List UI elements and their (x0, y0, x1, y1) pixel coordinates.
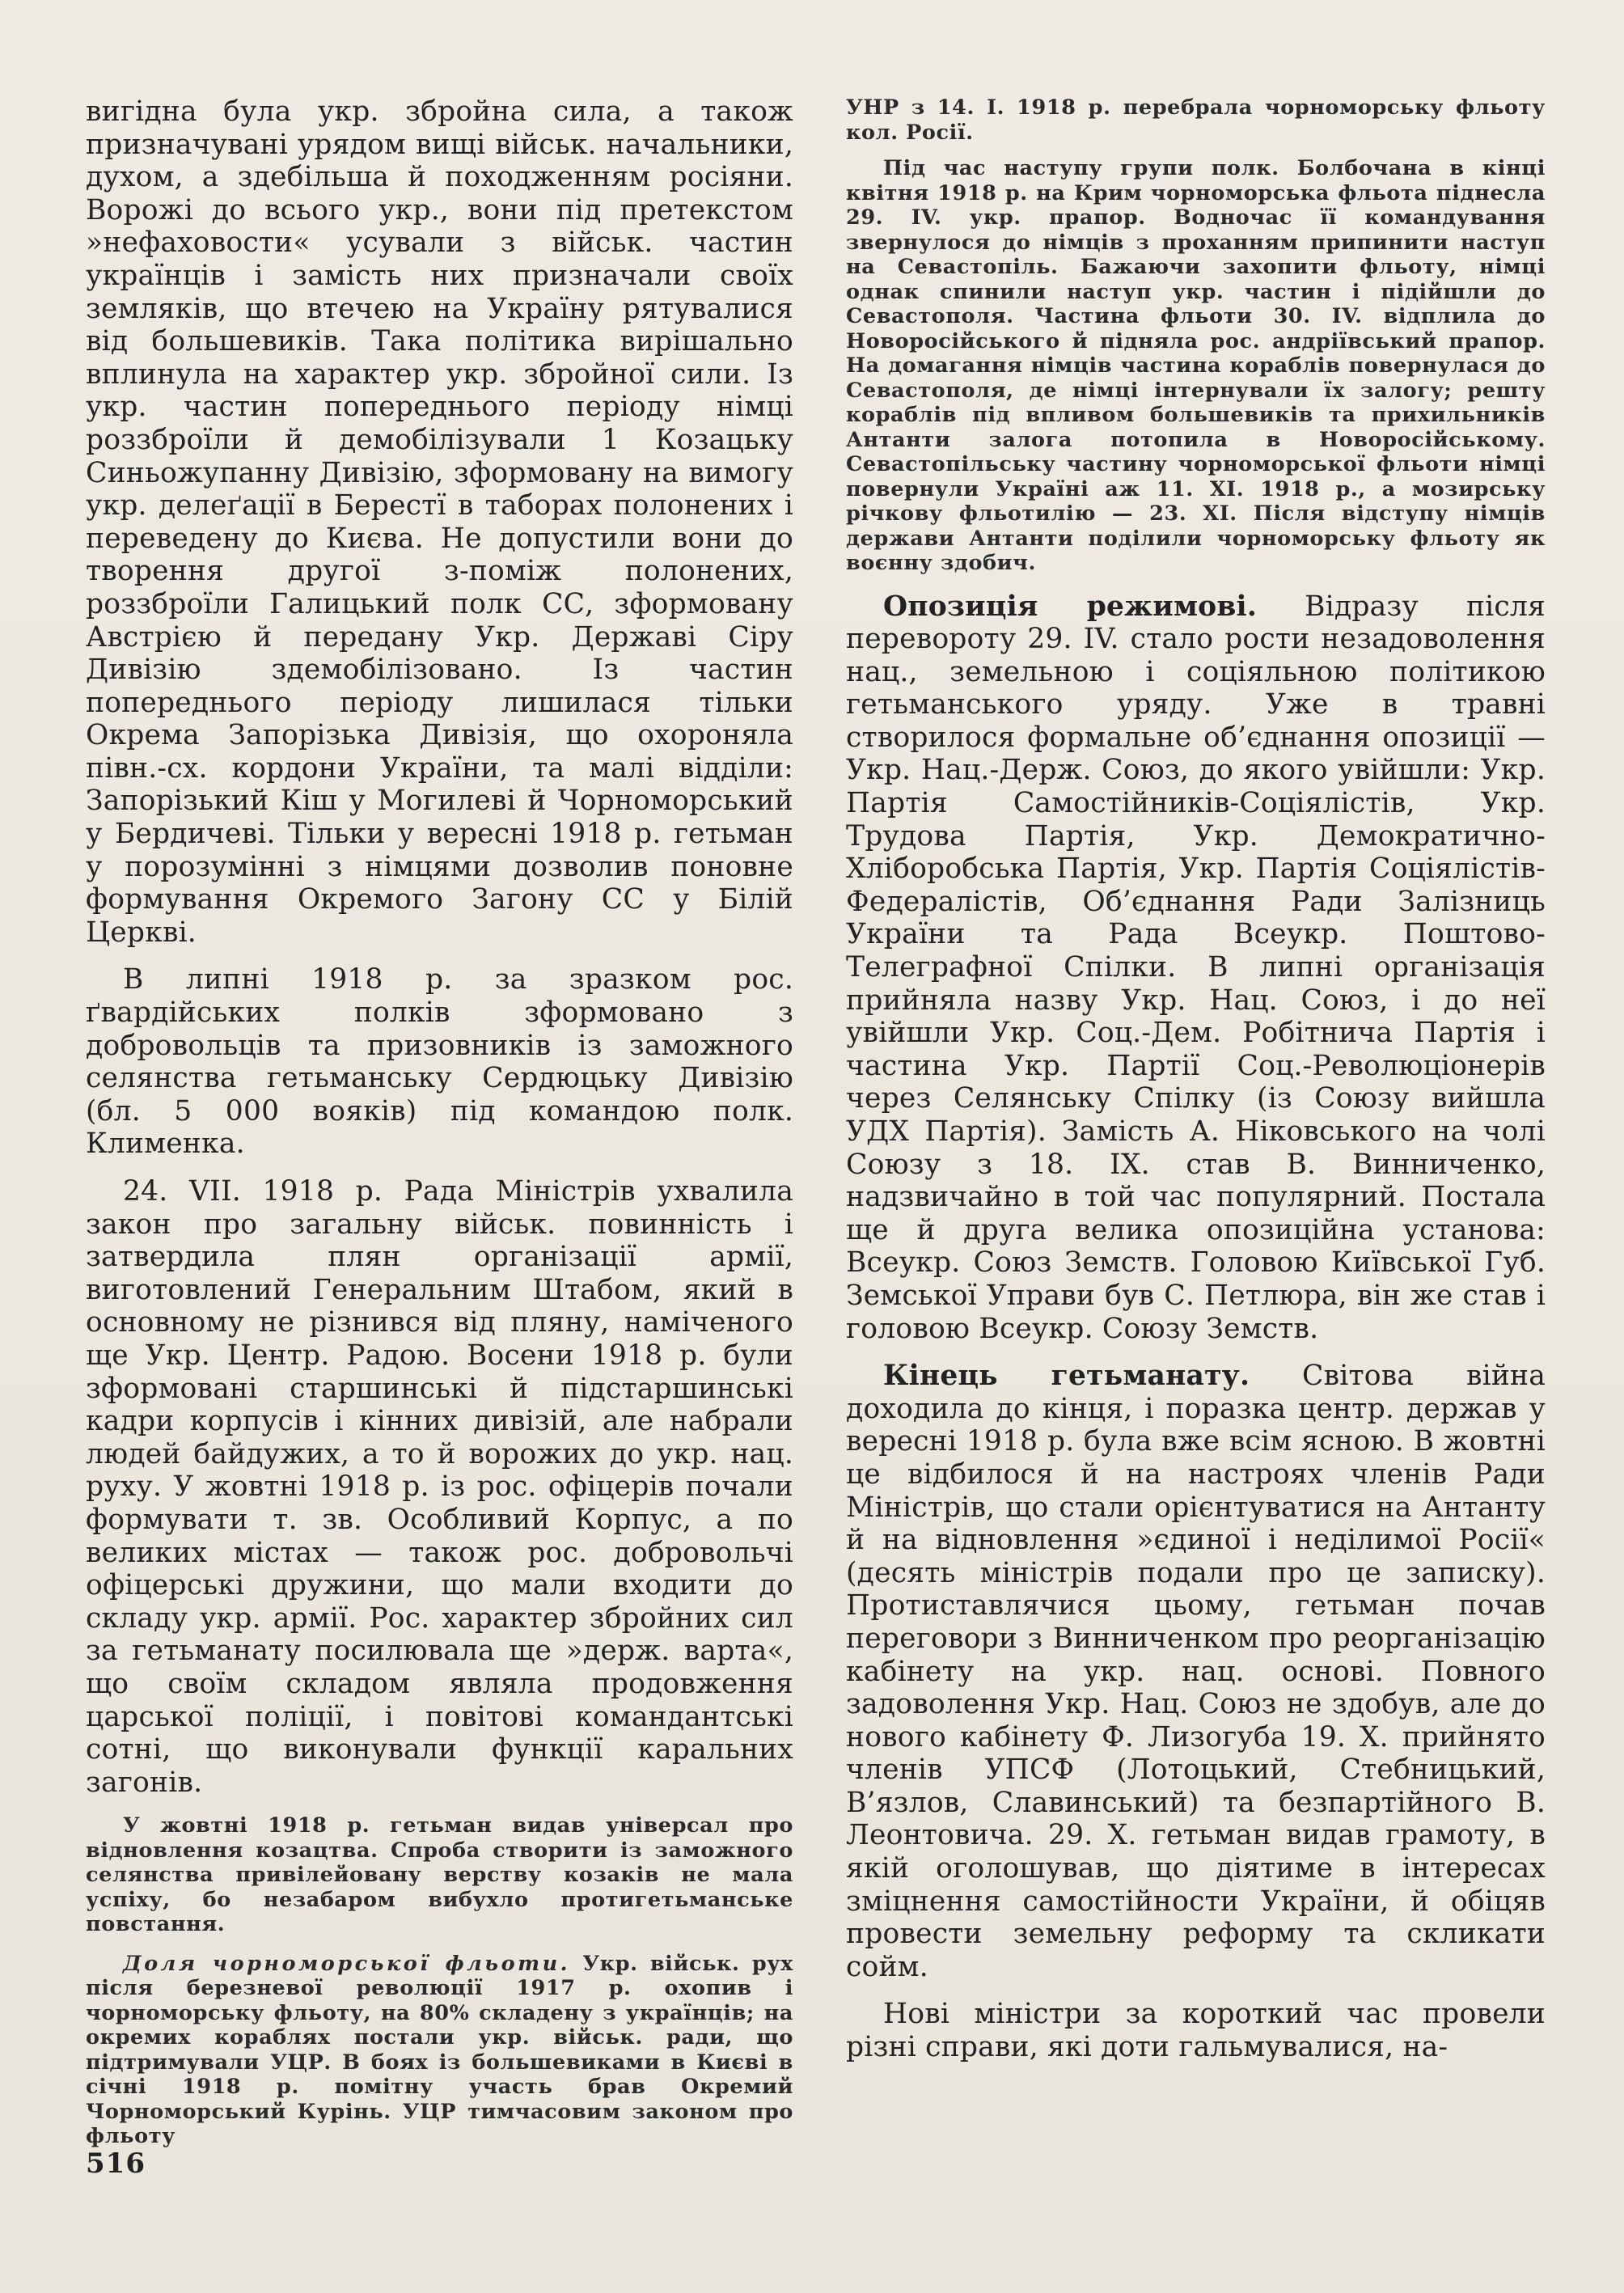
paragraph-small: УНР з 14. І. 1918 р. перебрала чорноморську фльоту кол. Росії. (846, 95, 1546, 145)
paragraph: В липні 1918 р. за зразком рос. ґвардійських полків зформовано з добровольців та призовників із заможного селянства гетьманську Сердюцьку Дивізію (бл. 5 000 вояків) під командою полк. Клименка. (86, 963, 793, 1161)
page-number: 516 (86, 2147, 146, 2180)
paragraph-text: Відразу після перевороту 29. IV. стало рости незадоволення нац., земельною і соціяльною політикою гетьманського уряду. Уже в травні створилося формальне об’єднання опозиції — Укр. Нац.-Держ. Союз, до якого увійшли: Укр. Партія Самостійників-Соціялістів, Укр. Трудова Партія, Укр. Демократично-Хліборобська Партія, Укр. Партія Соціялістів-Федералістів, Об’єднання Ради Залізниць України та Рада Всеукр. Поштово-Телеграфної Спілки. В липні організація прийняла назву Укр. Нац. Союз, і до неї увійшли Укр. Соц.-Дем. Робітнича Партія і частина Укр. Партії Соц.-Революціонерів через Селянську Спілку (із Союзу вийшла УДХ Партія). Замість А. Ніковського на чолі Союзу з 18. IX. став В. Винниченко, надзвичайно в той час популярний. Постала ще й друга велика опозиційна установа: Всеукр. Союз Земств. Головою Київської Губ. Земської Управи був С. Петлюра, він же став і головою Всеукр. Союзу Земств. (846, 590, 1546, 1345)
paragraph: 24. VII. 1918 р. Рада Міністрів ухвалила закон про загальну військ. повинність і затвердила плян організації армії, виготовлений Генеральним Штабом, який в основному не різнився від пляну, наміченого ще Укр. Центр. Радою. Восени 1918 р. були зформовані старшинські й підстаршинські кадри корпусів і кінних дивізій, але набрали людей байдужих, а то й ворожих до укр. нац. руху. У жовтні 1918 р. із рос. офіцерів почали формувати т. зв. Особливий Корпус, а по великих містах — також рос. добровольчі офіцерські дружини, що мали входити до складу укр. армії. Рос. характер збройних сил за гетьманату посилювала ще »держ. варта«, що своїм складом являла продовження царської поліції, і повітові командантські сотні, що виконували функції каральних загонів. (86, 1175, 793, 1799)
paragraph-small (86, 1952, 793, 2149)
paragraph-text: Укр. військ. рух після березневої революції 1917 р. охопив і чорноморську фльоту, на 80% складену з українців; на окремих кораблях постали укр. військ. ради, що підтримували УЦР. В боях із большевиками в Києві в січні 1918 р. помітну участь брав Окремий Чорноморський Курінь. УЦР тимчасовим законом про фльоту (86, 1951, 793, 2149)
paragraph (846, 1360, 1546, 1983)
right-column (846, 95, 1546, 2064)
section-heading: Доля чорноморської фльоти. (123, 1951, 571, 1976)
paragraph-text: Світова війна доходила до кінця, і поразка центр. держав у вересні 1918 р. була вже всім ясною. В жовтні це відбилося й на настроях членів Ради Міністрів, що стали орієнтуватися на Антанту й на відновлення »єдиної і неділимої Росії« (десять міністрів подали про це записку). Протиставлячися цьому, гетьман почав переговори з Винниченком про реорганізацію кабінету на укр. нац. основі. Повного задоволення Укр. Нац. Союз не здобув, але до нового кабінету Ф. Лизогуба 19. X. прийнято членів УПСФ (Лотоцький, Стебницький, В’язлов, Славинський) та безпартійного В. Леонтовича. 29. X. гетьман видав грамоту, в якій оголошував, що діятиме в інтересах зміцнення самостійности України, й обіцяв провести земельну реформу та скликати сойм. (846, 1360, 1546, 1983)
paragraph-small: У жовтні 1918 р. гетьман видав універсал про відновлення козацтва. Спроба створити із заможного селянства привілейовану верству козаків не мала успіху, бо незабаром вибухло протигетьманське повстання. (86, 1813, 793, 1937)
section-heading: Кінець гетьманату. (883, 1360, 1250, 1393)
paragraph (846, 590, 1546, 1346)
paragraph: вигідна була укр. збройна сила, а також призначувані урядом вищі військ. начальники, духом, а здебільша й походженням росіяни. Ворожі до всього укр., вони під претекстом »нефаховости« усували з військ. частин українців і замість них призначали своїх земляків, що втечею на Україну рятувалися від большевиків. Така політика вирішально вплинула на характер укр. збройної сили. Із укр. частин попереднього періоду німці роззброїли й демобілізували 1 Козацьку Синьожупанну Дивізію, зформовану на вимогу укр. делеґації в Берестї в таборах полонених і переведену до Києва. Не допустили вони до творення другої з-поміж полонених, роззброїли Галицький полк СС, зформовану Австрією й передану Укр. Державі Сіру Дивізію здемобілізовано. Із частин попереднього періоду лишилася тільки Окрема Запорізька Дивізія, що охороняла півн.-сх. кордони України, та малі відділи: Запорізький Кіш у Могилеві й Чорноморський у Бердичеві. Тільки у вересні 1918 р. гетьман у порозумінні з німцями дозволив поновне формування Окремого Загону СС у Білій Церкві. (86, 95, 793, 949)
section-heading: Опозиція режимові. (883, 590, 1258, 623)
paragraph-small: Під час наступу групи полк. Болбочана в кінці квітня 1918 р. на Крим чорноморська фльота піднесла 29. IV. укр. прапор. Водночас її командування звернулося до німців з проханням припинити наступ на Севастопіль. Бажаючи захопити фльоту, німці однак спинили наступ укр. частин і підійшли до Севастополя. Частина фльоти 30. IV. відплила до Новоросійського й підняла рос. андріївський прапор. На домагання німців частина кораблів повернулася до Севастополя, де німці інтернували їх залогу; решту кораблів під впливом большевиків та прихильників Антанти залога потопила в Новоросійському. Севастопільську частину чорноморської фльоти німці повернули Україні аж 11. XI. 1918 р., а мозирську річкову фльотилію — 23. XI. Після відступу німців держави Антанти поділили чорноморську фльоту як воєнну здобич. (846, 156, 1546, 575)
left-column (86, 95, 793, 2149)
paragraph: Нові міністри за короткий час провели різні справи, які доти гальмувалися, на- (846, 1998, 1546, 2064)
